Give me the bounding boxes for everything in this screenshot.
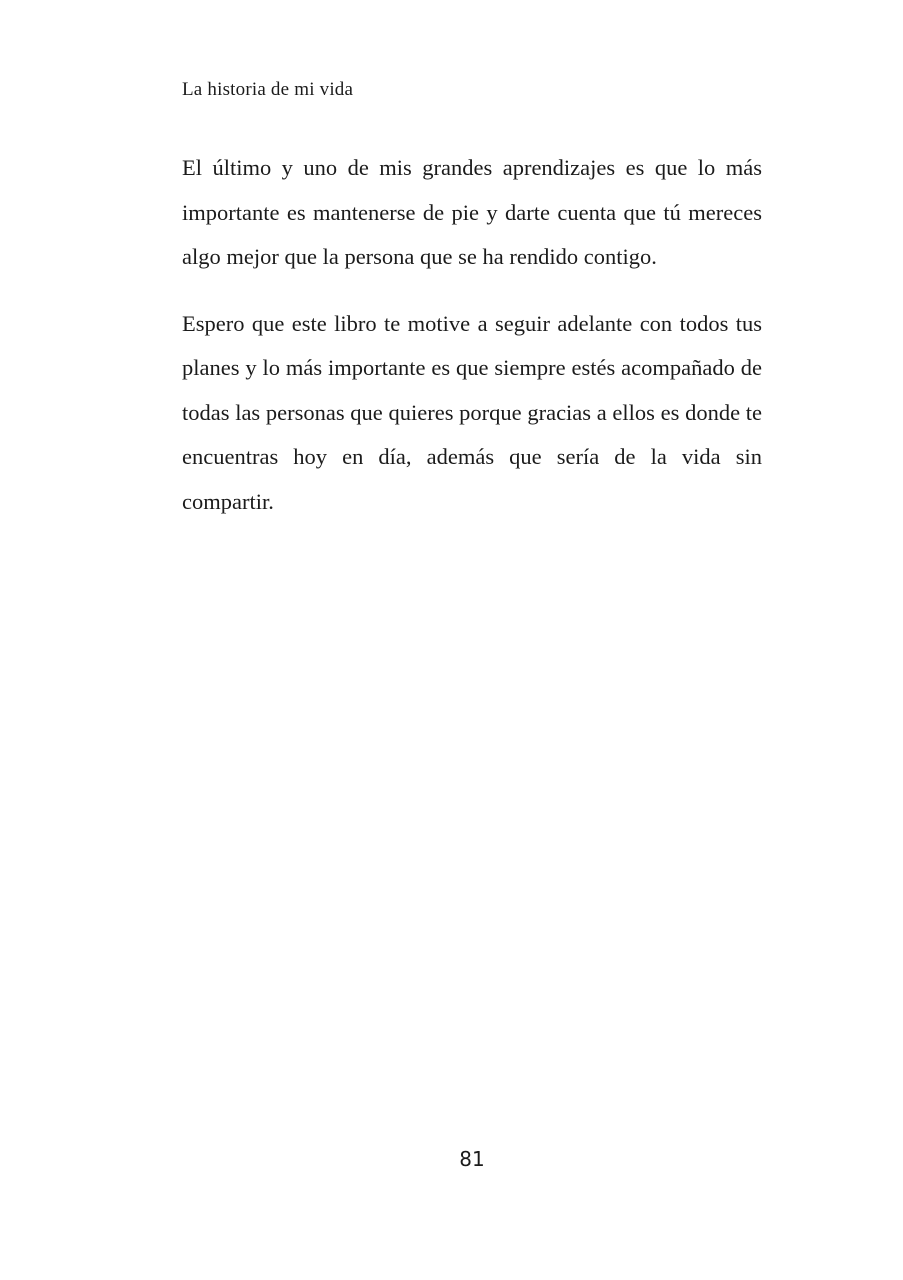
paragraph-2: Espero que este libro te motive a seguir adelante con todos tus planes y lo más importante es que siempre estés acompañado de todas las personas que quieres porque gracias a ellos es donde te encuentras hoy en día, además que sería de la vida sin compartir. bbox=[182, 310, 762, 514]
page-number: 81 bbox=[459, 1147, 485, 1171]
running-header: La historia de mi vida bbox=[182, 79, 354, 100]
paragraph-1: El último y uno de mis grandes aprendizajes es que lo más importante es mantenerse de pie y darte cuenta que tú mereces algo mejor que la persona que se ha rendido contigo. bbox=[182, 155, 762, 269]
body-text bbox=[182, 146, 762, 524]
